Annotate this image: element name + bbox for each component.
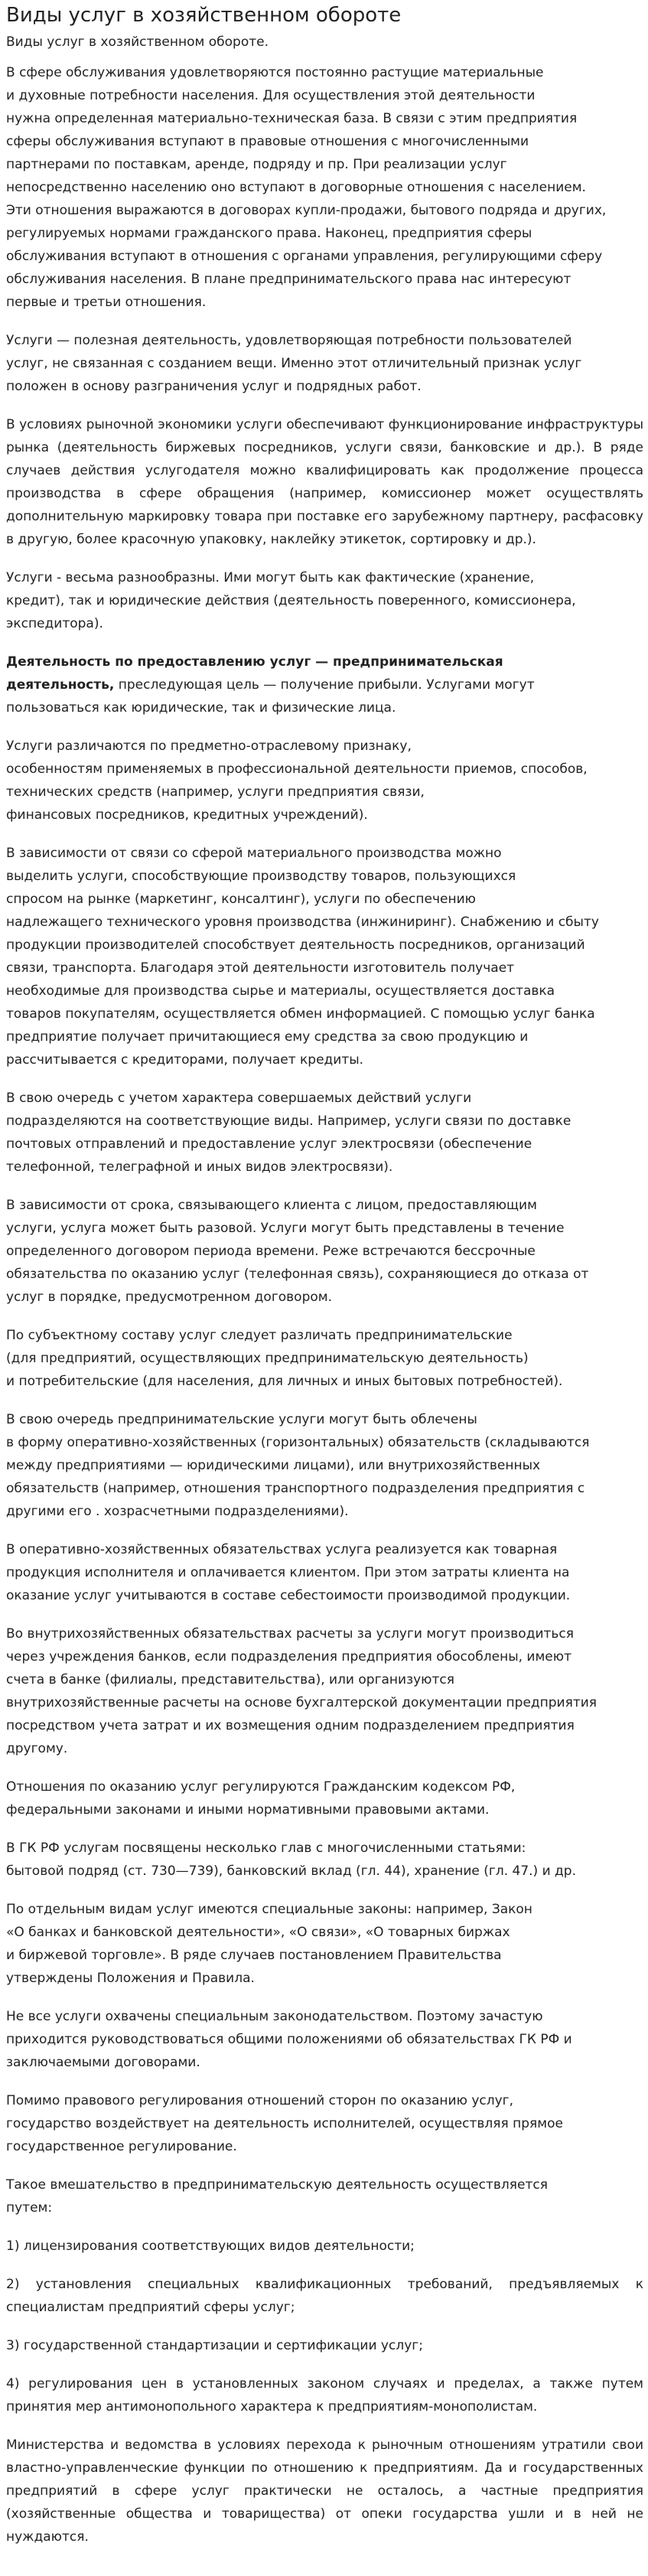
paragraph-text: Министерства и ведомства в условиях перехода к рыночным отношениям утратили свои властно-управленческие функции по отношению к предприятиям. Да и государственных предприятий в сфере услуг практически не осталось, а частные предприятия (хозяйственные общества и товарищества) от опеки государства ушли и в ней не нуждаются. xyxy=(6,2437,643,2545)
paragraph xyxy=(6,2173,643,2219)
paragraph xyxy=(6,2434,643,2548)
paragraph-text: Услуги - весьма разнообразны. Ими могут быть как фактические (хранение, кредит), так и юридические действия (деятельность поверенного, комиссионера, экспедитора). xyxy=(6,570,576,631)
paragraph xyxy=(6,1538,643,1607)
paragraph xyxy=(6,413,643,551)
bold-term: Деятельность по предоставлению услуг — предпринимательская деятельность, xyxy=(6,654,503,693)
paragraph-text: В условиях рыночной экономики услуги обеспечивают функционирование инфраструктуры рынка (деятельность биржевых посредников, услуги связи, банковские и др.). В ряде случаев действия услугодателя можно квалифицировать как продолжение процесса производства в сфере обращения (например, комиссионер может осуществлять дополнительную маркировку товара при поставке его зарубежному партнеру, расфасовку в другую, более красочную упаковку, наклейку этикеток, сортировку и др.). xyxy=(6,417,643,547)
paragraph xyxy=(6,566,643,635)
paragraph-text: В свою очередь предпринимательские услуги могут быть облечены в форму оперативно-хозяйственных (горизонтальных) обязательств (складываются между предприятиями — юридическими лицами), или внутрихозяйственных обязательств (например, отношения транспортного подразделения предприятия с другими его . хозрасчетными подразделениями). xyxy=(6,1412,590,1519)
paragraph-text: 2) установления специальных квалификационных требований, предъявляемых к специалистам предприятий сферы услуг; xyxy=(6,2277,643,2315)
paragraph xyxy=(6,1408,643,1523)
paragraph xyxy=(6,1622,643,1760)
document-subtitle: Виды услуг в хозяйственном обороте. xyxy=(6,34,269,50)
paragraph-text: Услуги различаются по предметно-отраслевому признаку, особенностям применяемых в профессиональной деятельности приемов, способов, технических средств (например, услуги предприятия связи, финансовых посредников, кредитных учреждений). xyxy=(6,739,588,823)
paragraph xyxy=(6,842,643,1071)
paragraph-text: В зависимости от связи со сферой материального производства можно выделить услуги, способствующие производству товаров, пользующихся спросом на рынке (маркетинг, консалтинг), услуги по обеспечению надлежащего технического уровня производства (инжиниринг). Снабжению и сбыту продукции производителей способствует деятельность посредников, организаций связи, транспорта. Благодаря этой деятельности изготовитель получает необходимые для производства сырье и материалы, осуществляется доставка товаров покупателям, осуществляется обмен информацией. С помощью услуг банка предприятие получает причитающиеся ему средства за свою продукцию и рассчитывается с кредиторами, получает кредиты. xyxy=(6,846,599,1068)
paragraph xyxy=(6,735,643,827)
paragraph xyxy=(6,1194,643,1309)
paragraph xyxy=(6,329,643,398)
paragraph-text: Услуги — полезная деятельность, удовлетворяющая потребности пользователей услуг, не связанная с созданием вещи. Именно этот отличительный признак услуг положен в основу разграничения услуг и подрядных работ. xyxy=(6,333,582,394)
paragraph-text: 1) лицензирования соответствующих видов деятельности; xyxy=(6,2239,415,2254)
paragraph xyxy=(6,2273,643,2319)
paragraph-text: В оперативно-хозяйственных обязательствах услуга реализуется как товарная продукция исполнителя и оплачивается клиентом. При этом затраты клиента на оказание услуг учитываются в составе себестоимости производимой продукции. xyxy=(6,1542,571,1603)
document-body xyxy=(6,61,643,2548)
paragraph-text: Такое вмешательство в предпринимательскую деятельность осуществляется путем: xyxy=(6,2177,548,2216)
paragraph xyxy=(6,2005,643,2074)
paragraph xyxy=(6,1324,643,1393)
paragraph-text: Помимо правового регулирования отношений сторон по оказанию услуг, государство воздействует на деятельность исполнителей, осуществляя прямое государственное регулирование. xyxy=(6,2093,563,2154)
paragraph-text: Во внутрихозяйственных обязательствах расчеты за услуги могут производиться через учреждения банков, если подразделения предприятия обособлены, имеют счета в банке (филиалы, представительства), или организуются внутрихозяйственные расчеты на основе бухгалтерской документации предприятия посредством учета затрат и их возмещения одним подразделением предприятия другому. xyxy=(6,1626,598,1756)
paragraph-text: По отдельным видам услуг имеются специальные законы: например, Закон «О банках и банковской деятельности», «О связи», «О товарных биржах и биржевой торговле». В ряде случаев постановлением Правительства утверждены Положения и Правила. xyxy=(6,1902,532,1986)
page-title: Виды услуг в хозяйственном обороте xyxy=(6,4,402,27)
paragraph-text: Отношения по оказанию услуг регулируются Гражданским кодексом РФ, федеральными законами и иными нормативными правовыми актами. xyxy=(6,1779,516,1818)
paragraph-text: В ГК РФ услугам посвящены несколько глав с многочисленными статьями: бытовой подряд (ст. 730—739), банковский вклад (гл. 44), хранение (гл. 47.) и др. xyxy=(6,1841,576,1879)
paragraph-text: В зависимости от срока, связывающего клиента с лицом, предоставляющим услуги, услуга может быть разовой. Услуги могут быть представлены в течение определенного договором периода времени. Реже встречаются бессрочные обязательства по оказанию услуг (телефонная связь), сохраняющиеся до отказа от услуг в порядке, предусмотренном договором. xyxy=(6,1198,589,1305)
paragraph xyxy=(6,1837,643,1883)
paragraph-text: В сфере обслуживания удовлетворяются постоянно растущие материальные и духовные потребности населения. Для осуществления этой деятельности нужна определенная материально-техническая база. В связи с этим предприятия сферы обслуживания вступают в правовые отношения с многочисленными партнерами по поставкам, аренде, подряду и пр. При реализации услуг непосредственно населению оно вступают в договорные отношения с населением. Эти отношения выражаются в договорах купли-продажи, бытового подряда и других, регулируемых нормами гражданского права. Наконец, предприятия сферы обслуживания вступают в отношения с органами управления, регулирующими сферу обслуживания населения. В плане предпринимательского права нас интересуют первые и третьи отношения. xyxy=(6,65,607,310)
paragraph-text: По субъектному составу услуг следует различать предпринимательские (для предприятий, осуществляющих предпринимательскую деятельность) и потребительские (для населения, для личных и иных бытовых потребностей). xyxy=(6,1328,563,1389)
paragraph xyxy=(6,2372,643,2418)
paragraph xyxy=(6,2334,643,2357)
paragraph xyxy=(6,1087,643,1179)
paragraph xyxy=(6,2235,643,2258)
paragraph-text: Не все услуги охвачены специальным законодательством. Поэтому зачастую приходится руководствоваться общими положениями об обязательствах ГК РФ и заключаемыми договорами. xyxy=(6,2009,572,2070)
paragraph-text: 3) государственной стандартизации и сертификации услуг; xyxy=(6,2338,423,2353)
paragraph xyxy=(6,1898,643,1990)
paragraph-text: В свою очередь с учетом характера совершаемых действий услуги подразделяются на соответствующие виды. Например, услуги связи по доставке почтовых отправлений и предоставление услуг электросвязи (обеспечение телефонной, телеграфной и иных видов электросвязи). xyxy=(6,1091,571,1175)
paragraph xyxy=(6,1775,643,1821)
paragraph xyxy=(6,61,643,314)
paragraph xyxy=(6,2089,643,2158)
paragraph-text: 4) регулирования цен в установленных законом случаях и пределах, а также путем принятия мер антимонопольного характера к предприятиям-монополистам. xyxy=(6,2376,643,2415)
paragraph-text: преследующая цель — получение прибыли. Услугами могут пользоваться как юридические, так и физические лица. xyxy=(6,677,535,716)
paragraph xyxy=(6,651,643,719)
